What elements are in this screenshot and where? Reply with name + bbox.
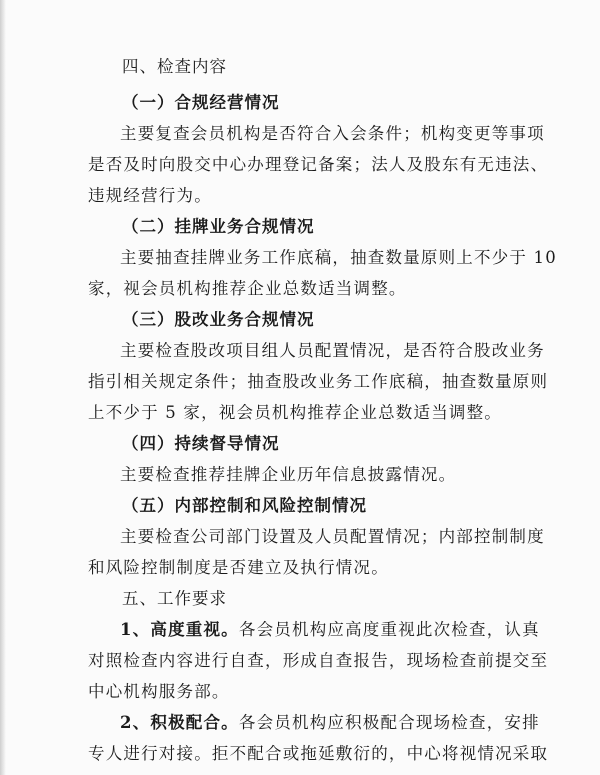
section-5-heading: 五、工作要求 <box>122 589 227 608</box>
requirement-1-lead: 1、高度重视。 <box>120 620 239 639</box>
requirement-1-line <box>120 619 540 641</box>
requirement-1-text: 各会员机构应高度重视此次检查，认真 <box>238 620 540 639</box>
paragraph-line: 家，视会员机构推荐企业总数适当调整。 <box>88 279 407 298</box>
section-4-heading: 四、检查内容 <box>122 57 227 76</box>
subsection-3-heading: （三）股改业务合规情况 <box>122 310 315 329</box>
requirement-2-line <box>120 712 540 734</box>
paragraph-line: 违规经营行为。 <box>88 186 212 205</box>
paragraph-line: 和风险控制制度是否建立及执行情况。 <box>88 558 389 577</box>
paragraph-line: 主要抽查挂牌业务工作底稿，抽查数量原则上不少于 10 <box>120 248 557 267</box>
subsection-2-heading: （二）挂牌业务合规情况 <box>122 217 315 236</box>
requirement-2-text: 各会员机构应积极配合现场检查，安排 <box>238 713 540 732</box>
paragraph-line: 主要检查公司部门设置及人员配置情况；内部控制制度 <box>120 527 545 546</box>
requirement-2-lead: 2、积极配合。 <box>120 713 239 732</box>
paragraph-line: 主要检查推荐挂牌企业历年信息披露情况。 <box>120 465 457 484</box>
paragraph-line: 主要复查会员机构是否符合入会条件；机构变更等事项 <box>120 124 545 143</box>
subsection-5-heading: （五）内部控制和风险控制情况 <box>122 496 367 515</box>
subsection-4-heading: （四）持续督导情况 <box>122 434 280 453</box>
paragraph-line: 中心机构服务部。 <box>88 682 230 701</box>
paragraph-line: 是否及时向股交中心办理登记备案；法人及股东有无违法、 <box>88 155 549 174</box>
paragraph-line: 专人进行对接。拒不配合或拖延敷衍的，中心将视情况采取 <box>88 744 549 763</box>
paragraph-line: 上不少于 5 家，视会员机构推荐企业总数适当调整。 <box>88 403 502 422</box>
subsection-1-heading: （一）合规经营情况 <box>122 93 280 112</box>
paragraph-line: 指引相关规定条件；抽查股改业务工作底稿，抽查数量原则 <box>88 372 549 391</box>
paragraph-line: 主要检查股改项目组人员配置情况，是否符合股改业务 <box>120 341 545 360</box>
paragraph-line: 对照检查内容进行自查，形成自查报告，现场检查前提交至 <box>88 651 549 670</box>
page-edge-shadow <box>0 0 6 775</box>
